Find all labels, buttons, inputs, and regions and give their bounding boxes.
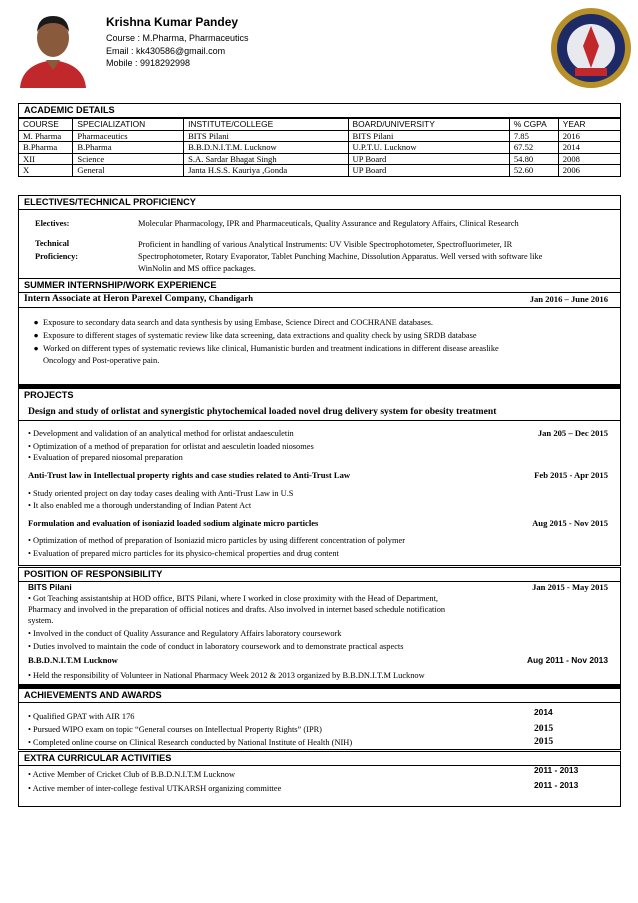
table-cell: Janta H.S.S. Kauriya ,Gonda <box>184 165 348 176</box>
academic-title: ACADEMIC DETAILS <box>19 104 620 118</box>
bullet-text: Exposure to different stages of systematic review like data screening, data extractions and quality check by using SRDB database <box>43 331 477 340</box>
table-cell: Science <box>73 153 184 165</box>
table-row <box>19 142 620 154</box>
bullet-text: Exposure to secondary data search and data synthesis by using Embase, Science Direct and COCHRANE databases. <box>43 318 434 327</box>
org-bbdnitm: B.B.D.N.I.T.M Lucknow <box>28 655 118 665</box>
column-header: % CGPA <box>509 119 558 131</box>
table-cell: B.B.D.N.I.T.M. Lucknow <box>184 142 348 154</box>
project-1-bullet-2: • Optimization of a method of preparation for orlistat and aesculetin loaded niosomes <box>28 442 314 451</box>
table-header-row <box>19 119 620 131</box>
table-row <box>19 165 620 176</box>
table-cell: B.Pharma <box>73 142 184 154</box>
table-cell: UP Board <box>348 165 509 176</box>
tech-line-2: Spectrophotometer, Rotary Evaporator, Tablet Punching Machine, Dissolution Apparatus. Well versed with software like <box>138 252 543 261</box>
org-1-date: Jan 2015 - May 2015 <box>532 582 608 592</box>
activity-1-date: 2011 - 2013 <box>534 765 579 775</box>
responsibility-divider <box>19 581 620 582</box>
activity-2-date: 2011 - 2013 <box>534 780 579 790</box>
table-cell: U.P.T.U. Lucknow <box>348 142 509 154</box>
table-cell: B.Pharma <box>19 142 73 154</box>
project-3-bullet-1: • Optimization of method of preparation of Isoniazid micro particles by using different concentration of polymer <box>28 536 405 545</box>
responsibility-3: • Duties involved to maintain the code of conduct in laboratory coursework and to demonstrate practical aspects <box>28 642 404 651</box>
column-header: BOARD/UNIVERSITY <box>348 119 509 131</box>
project-2-title: Anti-Trust law in Intellectual property rights and case studies related to Anti-Trust Law <box>28 470 351 480</box>
project-1-bullet-1: • Development and validation of an analytical method for orlistat andaesculetin <box>28 429 294 438</box>
responsibility-1-line-3: system. <box>28 616 54 625</box>
list-item-continuation: Oncology and Post-operative pain. <box>43 356 160 365</box>
extra-curricular-section <box>18 751 621 807</box>
list-item: ● Exposure to different stages of systematic review like data screening, data extractions and quality check by using SRDB database <box>33 331 477 340</box>
responsibility-2: • Involved in the conduct of Quality Assurance and Regulatory Affairs laboratory coursework <box>28 629 342 638</box>
table-cell: Pharmaceutics <box>73 130 184 142</box>
responsibility-section <box>18 567 621 688</box>
internship-divider <box>19 307 620 308</box>
table-cell: 52.60 <box>509 165 558 176</box>
profile-photo <box>14 8 92 88</box>
project-2-bullet-2: • It also enabled me a thorough understanding of Indian Patent Act <box>28 501 252 510</box>
responsibility-title: POSITION OF RESPONSIBILITY <box>24 569 163 579</box>
projects-section <box>18 384 621 566</box>
table-cell: General <box>73 165 184 176</box>
org-2-date: Aug 2011 - Nov 2013 <box>527 655 608 665</box>
proficiency-label: Proficiency: <box>35 252 79 261</box>
table-cell: UP Board <box>348 153 509 165</box>
email-line: Email : kk430586@gmail.com <box>106 46 226 56</box>
institute-logo <box>549 6 633 90</box>
internship-location: Chandigarh <box>206 293 254 303</box>
bullet-text: Worked on different types of systematic reviews like clinical, Humanistic burden and treatment indications in different disease areaslike <box>43 344 499 353</box>
list-item: ● Exposure to secondary data search and data synthesis by using Embase, Science Direct and COCHRANE databases. <box>33 318 434 327</box>
project-2-date: Feb 2015 - Apr 2015 <box>534 470 608 480</box>
table-cell: X <box>19 165 73 176</box>
table-cell: S.A. Sardar Bhagat Singh <box>184 153 348 165</box>
achievements-title: ACHIEVEMENTS AND AWARDS <box>19 689 620 703</box>
table-cell: M. Pharma <box>19 130 73 142</box>
projects-title: PROJECTS <box>24 390 74 400</box>
electives-title: ELECTIVES/TECHNICAL PROFICIENCY <box>19 196 620 210</box>
table-cell: 7.85 <box>509 130 558 142</box>
internship-role-text: Intern Associate at Heron Parexel Company, <box>24 293 207 304</box>
column-header: INSTITUTE/COLLEGE <box>184 119 348 131</box>
achievements-section <box>18 684 621 750</box>
table-cell: 2014 <box>558 142 620 154</box>
table-cell: 2008 <box>558 153 620 165</box>
table-cell: 54.80 <box>509 153 558 165</box>
internship-date: Jan 2016 – June 2016 <box>529 294 608 304</box>
project-1-date: Jan 205 – Dec 2015 <box>537 428 608 438</box>
table-cell: BITS Pilani <box>348 130 509 142</box>
column-header: SPECIALIZATION <box>73 119 184 131</box>
extra-curricular-title: EXTRA CURRICULAR ACTIVITIES <box>19 752 620 766</box>
table-cell: 2016 <box>558 130 620 142</box>
list-item: ● Worked on different types of systematic reviews like clinical, Humanistic burden and treatment indications in different disease areaslike <box>33 344 499 353</box>
table-row <box>19 153 620 165</box>
mobile-line: Mobile : 9918292998 <box>106 58 191 68</box>
activity-1: • Active Member of Cricket Club of B.B.D.N.I.T.M Lucknow <box>28 770 235 779</box>
electives-label: Electives: <box>35 219 70 228</box>
internship-role <box>24 293 253 304</box>
internship-title: SUMMER INTERNSHIP/WORK EXPERIENCE <box>19 278 620 293</box>
responsibility-4: • Held the responsibility of Volunteer in National Pharmacy Week 2012 & 2013 organized by B.B.DN.I.T.M Lucknow <box>28 671 425 680</box>
table-cell: XII <box>19 153 73 165</box>
project-3-bullet-2: • Evaluation of prepared micro particles for its physico-chemical properties and drug content <box>28 549 339 558</box>
achievement-1: • Qualified GPAT with AIR 176 <box>28 712 135 721</box>
achievement-1-date: 2014 <box>534 707 553 717</box>
project-1-title: Design and study of orlistat and synergistic phytochemical loaded novel drug delivery system for obesity treatment <box>28 406 497 417</box>
achievement-3-date: 2015 <box>534 736 554 747</box>
column-header: YEAR <box>558 119 620 131</box>
candidate-name: Krishna Kumar Pandey <box>106 15 239 29</box>
project-3-title: Formulation and evaluation of isoniazid loaded sodium alginate micro particles <box>28 518 319 528</box>
course-line: Course : M.Pharma, Pharmaceutics <box>106 33 249 43</box>
project-3-date: Aug 2015 - Nov 2015 <box>532 518 608 528</box>
tech-line-1: Proficient in handling of various Analytical Instruments: UV Visible Spectrophotometer, Spectrofluorimeter, IR <box>138 240 513 249</box>
achievement-2: • Pursued WIPO exam on topic “General courses on Intellectual Property Rights” (IPR) <box>28 725 322 734</box>
achievement-2-date: 2015 <box>534 723 554 734</box>
table-row <box>19 130 620 142</box>
technical-label: Technical <box>35 239 70 248</box>
project-2-bullet-1: • Study oriented project on day today cases dealing with Anti-Trust Law in U.S <box>28 489 294 498</box>
responsibility-1-line-2: Pharmacy and involved in the preparation of official notices and drafts. Also involved in internet based schedule notification <box>28 605 446 614</box>
project-1-bullet-3: • Evaluation of prepared niosomal preparation <box>28 453 183 462</box>
org-bits-pilani: BITS Pilani <box>28 582 72 592</box>
academic-table <box>19 118 620 176</box>
column-header: COURSE <box>19 119 73 131</box>
responsibility-1-line-1: • Got Teaching assistantship at HOD office, BITS Pilani, where I worked in close proximity with the Head of Department, <box>28 594 438 603</box>
electives-text: Molecular Pharmacology, IPR and Pharmaceuticals, Quality Assurance and Regulatory Affairs, Clinical Research <box>138 219 519 228</box>
activity-2: • Active member of inter-college festival UTKARSH organizing committee <box>28 784 282 793</box>
projects-divider <box>19 420 620 421</box>
table-cell: 2006 <box>558 165 620 176</box>
table-cell: BITS Pilani <box>184 130 348 142</box>
academic-section <box>18 103 621 177</box>
tech-line-3: WinNolin and MS office packages. <box>138 264 256 273</box>
electives-section <box>18 195 621 388</box>
achievement-3: • Completed online course on Clinical Research conducted by National Institute of Health (NIH) <box>28 738 353 747</box>
table-cell: 67.52 <box>509 142 558 154</box>
